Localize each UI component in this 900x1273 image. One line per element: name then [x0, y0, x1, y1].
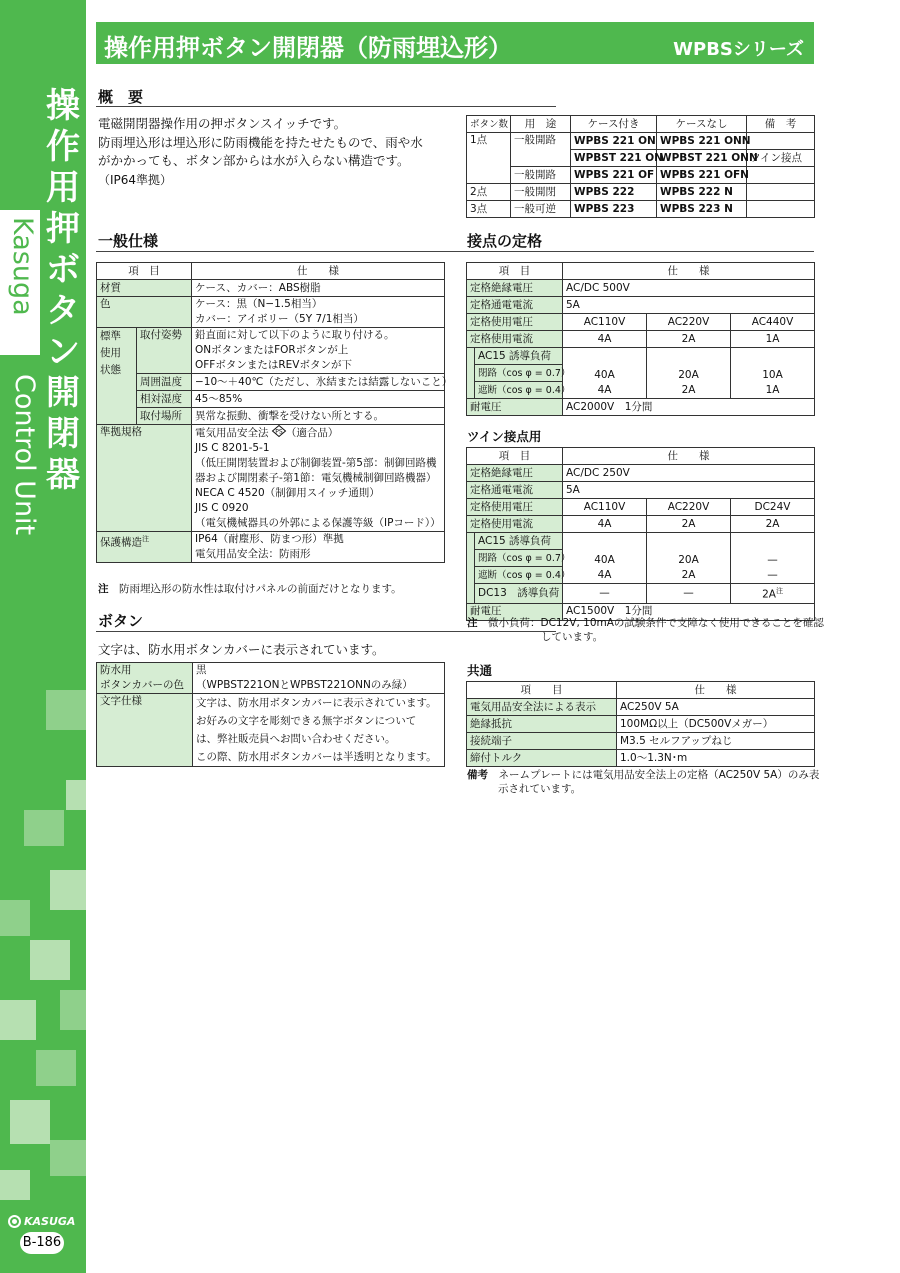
spec-label-line: 防水用 — [100, 664, 132, 676]
overview-line: がかかっても、ボタン部からは水が入らない構造です。 — [98, 153, 410, 168]
spec-value: AC250V 5A — [617, 699, 815, 716]
table-row — [467, 465, 815, 482]
spec-label-line: ボタンカバーの色 — [100, 679, 184, 691]
sidebar-title-char: 用 — [46, 168, 80, 208]
button-count-cell: 3点 — [467, 201, 511, 218]
button-heading: ボタン — [98, 612, 144, 630]
table-row — [97, 374, 445, 391]
contact-rating-heading: 接点の定格 — [467, 232, 543, 250]
note-mark: 注 — [775, 587, 783, 595]
model-cell: WPBST 221 ONN — [657, 150, 747, 167]
spec-value — [192, 425, 445, 532]
table-row — [467, 499, 815, 516]
table-row — [97, 297, 445, 328]
spec-value: AC220V — [647, 499, 731, 516]
spec-label: 定格使用電圧 — [467, 499, 563, 516]
divider — [466, 251, 814, 252]
spec-group-label-line: 標準 — [100, 330, 121, 342]
spec-label: 定格通電電流 — [467, 482, 563, 499]
spec-value: AC220V — [647, 314, 731, 331]
note-line: 示されています。 — [498, 783, 582, 795]
spec-value-line: — — [767, 554, 778, 566]
remark-label: 備考 — [467, 769, 488, 781]
overview-line: 電磁開閉器操作用の押ボタンスイッチです。 — [98, 116, 347, 131]
table-row — [97, 694, 445, 767]
spec-value — [193, 694, 445, 767]
spec-label: DC13 誘導負荷 — [475, 584, 563, 604]
spec-value-line: 10A — [762, 369, 783, 381]
spec-label: 定格絶縁電圧 — [467, 280, 563, 297]
spec-label: 耐電圧 — [467, 603, 563, 620]
brand-logo — [8, 1214, 84, 1228]
spec-value-line: 電気用品安全法：防雨形 — [195, 548, 311, 560]
column-header: ボタン数 — [467, 116, 511, 133]
sidebar-title-char: タ — [46, 291, 80, 331]
kasuga-vertical-label: Kasuga — [7, 217, 38, 316]
spec-value: DC24V — [731, 499, 815, 516]
table-header-row — [97, 263, 445, 280]
overview-line: 防雨埋込形は埋込形に防雨機能を持たせたもので、雨や水 — [98, 134, 423, 150]
column-header: 備 考 — [747, 116, 815, 133]
usage-cell: 一般開閉 — [511, 184, 571, 201]
spec-value: −10〜＋40℃（ただし、氷結または結露しないこと） — [192, 374, 445, 391]
common-remark — [467, 768, 819, 796]
decor-square — [66, 780, 86, 810]
spec-value — [731, 348, 815, 399]
button-spec-table — [96, 662, 445, 767]
spec-value-line: この際、防水用ボタンカバーは半透明となります。 — [196, 751, 437, 763]
spec-value — [192, 532, 445, 563]
column-header: ケースなし — [657, 116, 747, 133]
spec-label: 相対湿度 — [137, 391, 192, 408]
note-line: しています。 — [541, 631, 604, 643]
spec-value: 2A — [647, 516, 731, 533]
table-row — [467, 348, 815, 365]
spec-value-line: 20A — [678, 554, 699, 566]
spec-value: 1A — [731, 331, 815, 348]
button-count-cell: 1点 — [467, 133, 511, 184]
decor-square — [24, 810, 64, 846]
model-cell: WPBS 223 — [571, 201, 657, 218]
table-row — [467, 750, 815, 767]
spec-label: 定格通電電流 — [467, 297, 563, 314]
note-text: ネームプレートには電気用品安全法上の定格（AC250V 5A）のみ表 — [498, 769, 820, 781]
twin-contact-note — [467, 616, 824, 644]
spec-value-line: 4A — [597, 384, 612, 396]
spec-value — [563, 348, 647, 399]
remark-cell — [747, 184, 815, 201]
sidebar — [0, 0, 86, 1273]
spec-value — [563, 533, 647, 584]
sidebar-title-char: 閉 — [46, 414, 80, 454]
usage-cell: 一般開路 — [511, 133, 571, 167]
spec-label: 遮断（cos φ = 0.4） — [475, 567, 563, 584]
table-row — [467, 167, 815, 184]
spec-value: 異常な振動、衝撃を受けない所とする。 — [192, 408, 445, 425]
svg-text:PS: PS — [275, 428, 283, 436]
spec-value-line: お好みの文字を彫刻できる無字ボタンについて — [196, 715, 417, 727]
usage-cell: 一般可逆 — [511, 201, 571, 218]
spec-value: 100MΩ以上（DC500Vメガー） — [617, 716, 815, 733]
usage-cell: 一般開路 — [511, 167, 571, 184]
decor-square — [0, 1000, 36, 1040]
spec-value-line: ONボタンまたはFORボタンが上 — [195, 344, 349, 356]
header-bar — [96, 22, 814, 64]
table-row — [467, 584, 815, 604]
spec-label: 閉路（cos φ = 0.7） — [475, 365, 563, 382]
overview-line: （IP64準拠） — [98, 172, 173, 187]
table-row — [97, 408, 445, 425]
divider — [96, 106, 556, 107]
decor-square — [0, 1170, 30, 1200]
spec-value-line: JIS C 0920 — [195, 502, 249, 514]
decor-square — [60, 990, 86, 1030]
table-row — [467, 280, 815, 297]
spec-label: 定格絶縁電圧 — [467, 465, 563, 482]
model-cell: WPBS 223 N — [657, 201, 747, 218]
note-mark: 注 — [467, 617, 478, 629]
table-row — [97, 328, 445, 374]
spec-label: 周囲温度 — [137, 374, 192, 391]
spec-value-line: 1A — [765, 384, 780, 396]
twin-contact-table — [466, 447, 815, 621]
spec-value — [192, 297, 445, 328]
table-row — [97, 425, 445, 532]
table-row — [467, 133, 815, 150]
sidebar-title — [40, 86, 86, 496]
column-header: 項 目 — [467, 682, 617, 699]
model-cell: WPBS 222 — [571, 184, 657, 201]
spec-label: 閉路（cos φ = 0.7） — [475, 550, 563, 567]
spec-label: 取付姿勢 — [137, 328, 192, 374]
general-spec-table — [96, 262, 453, 563]
spec-value: AC110V — [563, 314, 647, 331]
spec-label — [97, 532, 192, 563]
table-row — [467, 184, 815, 201]
table-row — [97, 532, 445, 563]
spec-value-line: （電気機械器具の外郭による保護等級（IPコード）） — [195, 517, 441, 529]
spec-label: 色 — [97, 297, 192, 328]
indent-cell — [467, 348, 475, 399]
indent-cell — [467, 533, 475, 604]
model-table — [466, 115, 815, 218]
table-row — [467, 399, 815, 416]
spec-value — [731, 533, 815, 584]
spec-value-line: 鉛直面に対して以下のように取り付ける。 — [195, 329, 395, 341]
sidebar-title-char: ン — [46, 332, 80, 372]
spec-label: 材質 — [97, 280, 192, 297]
spec-value: AC2000V 1分間 — [563, 399, 815, 416]
model-cell: WPBS 221 ON — [571, 133, 657, 150]
column-header: 用 途 — [511, 116, 571, 133]
table-row — [97, 280, 445, 297]
remark-cell: ツイン接点 — [747, 150, 815, 167]
spec-value: 4A — [563, 516, 647, 533]
decor-square — [50, 1140, 86, 1176]
spec-label: 接続端子 — [467, 733, 617, 750]
common-spec-table — [466, 681, 815, 767]
table-row — [467, 314, 815, 331]
spec-value-line: 40A — [594, 369, 615, 381]
table-header-row — [467, 263, 815, 280]
decor-square — [30, 940, 70, 980]
sidebar-title-char: 作 — [46, 127, 80, 167]
spec-value — [731, 584, 815, 604]
column-header: 仕 様 — [192, 263, 445, 280]
note-line — [467, 768, 819, 782]
remark-cell — [747, 167, 815, 184]
spec-value: M3.5 セルフアップねじ — [617, 733, 815, 750]
spec-value-line: （WPBST221ONとWPBST221ONNのみ緑） — [196, 679, 413, 691]
spec-value-line: OFFボタンまたはREVボタンが下 — [195, 359, 352, 371]
table-row — [97, 391, 445, 408]
table-row — [467, 482, 815, 499]
spec-value-line: カバー：アイボリー（5Y 7/1相当） — [195, 313, 364, 325]
spec-label-text: 保護構造 — [100, 536, 142, 549]
spec-label — [97, 663, 193, 694]
pse-diamond-icon — [272, 425, 286, 437]
model-cell: WPBS 222 N — [657, 184, 747, 201]
model-cell: WPBS 221 OFN — [657, 167, 747, 184]
brand-name: KASUGA — [24, 1214, 76, 1228]
table-header-row — [467, 682, 815, 699]
table-row — [467, 331, 815, 348]
spec-value: 4A — [563, 331, 647, 348]
remark-cell — [747, 201, 815, 218]
spec-value: 1.0〜1.3N･m — [617, 750, 815, 767]
spec-value: 45〜85% — [192, 391, 445, 408]
table-header-row — [467, 448, 815, 465]
sidebar-title-char: 操 — [46, 86, 80, 126]
table-row — [467, 201, 815, 218]
spec-label: 絶縁抵抗 — [467, 716, 617, 733]
overview-text — [98, 115, 423, 189]
spec-value-line: NECA C 4520（制御用スイッチ通則） — [195, 487, 380, 499]
spec-label: 電気用品安全法による表示 — [467, 699, 617, 716]
spec-value: — — [647, 584, 731, 604]
sidebar-title-char: 押 — [46, 209, 80, 249]
table-row — [467, 297, 815, 314]
spec-value — [192, 328, 445, 374]
sidebar-title-char: 器 — [46, 455, 80, 495]
spec-value-line: 器および開閉素子-第1節：電気機械制御回路機器） — [195, 472, 437, 484]
model-cell: WPBST 221 ON — [571, 150, 657, 167]
spec-label: AC15 誘導負荷 — [475, 348, 563, 365]
general-spec-note — [98, 582, 402, 596]
button-intro: 文字は、防水用ボタンカバーに表示されています。 — [98, 642, 385, 657]
overview-heading: 概 要 — [98, 88, 144, 106]
table-header-row — [467, 116, 815, 133]
column-header: 仕 様 — [563, 448, 815, 465]
table-row — [467, 533, 815, 550]
spec-group-label-line: 状態 — [100, 364, 121, 376]
column-header: ケース付き — [571, 116, 657, 133]
series-name: WPBSシリーズ — [673, 39, 804, 60]
spec-label: 準拠規格 — [97, 425, 192, 532]
spec-value: AC/DC 250V — [563, 465, 815, 482]
spec-label: 定格使用電圧 — [467, 314, 563, 331]
spec-label: 定格使用電流 — [467, 331, 563, 348]
page-number: B-186 — [20, 1232, 64, 1254]
column-header: 仕 様 — [563, 263, 815, 280]
common-heading: 共通 — [467, 663, 493, 678]
spec-value-text: （適合品） — [285, 427, 339, 439]
spec-value — [193, 663, 445, 694]
spec-label: 取付場所 — [137, 408, 192, 425]
column-header: 項 目 — [97, 263, 192, 280]
spec-label: 耐電圧 — [467, 399, 563, 416]
spec-value-line: — — [767, 569, 778, 581]
spec-value-line: ケース：黒（N−1.5相当） — [195, 298, 323, 310]
spec-value-line: 2A — [681, 384, 696, 396]
note-mark: 注 — [98, 583, 109, 595]
spec-value: 5A — [563, 297, 815, 314]
spec-value: 5A — [563, 482, 815, 499]
general-spec-heading: 一般仕様 — [98, 232, 159, 250]
table-row — [97, 663, 445, 694]
spec-value: 2A — [647, 331, 731, 348]
note-line — [467, 616, 824, 630]
spec-value-line: 2A — [681, 569, 696, 581]
model-cell: WPBS 221 OF — [571, 167, 657, 184]
note-text: 微小負荷：DC12V, 10mAの試験条件で支障なく使用できることを確認 — [488, 617, 824, 629]
spec-value-line: は、弊社販売員へお問い合わせください。 — [196, 733, 396, 745]
button-count-cell: 2点 — [467, 184, 511, 201]
spec-value-line — [195, 425, 441, 441]
spec-value-line: 20A — [678, 369, 699, 381]
column-header: 項 目 — [467, 263, 563, 280]
twin-contact-heading: ツイン接点用 — [467, 429, 542, 444]
decor-square — [10, 1100, 50, 1144]
spec-value: AC110V — [563, 499, 647, 516]
contact-rating-table — [466, 262, 815, 416]
column-header: 仕 様 — [617, 682, 815, 699]
table-row — [467, 733, 815, 750]
column-header: 項 目 — [467, 448, 563, 465]
remark-cell — [747, 133, 815, 150]
spec-label: 文字仕様 — [97, 694, 193, 767]
decor-square — [36, 1050, 76, 1086]
table-row — [467, 716, 815, 733]
spec-value: — — [563, 584, 647, 604]
spec-value-line: 4A — [597, 569, 612, 581]
note-text: 防雨埋込形の防水性は取付けパネルの前面だけとなります。 — [119, 583, 402, 595]
table-row — [467, 516, 815, 533]
spec-label: AC15 誘導負荷 — [475, 533, 563, 550]
spec-value-text: 2A — [762, 588, 776, 601]
spec-group-label — [97, 328, 137, 425]
spec-value — [647, 533, 731, 584]
spec-value-text: 電気用品安全法 — [195, 427, 269, 439]
spec-value-line: （低圧開閉装置および制御装置-第5部：制御回路機 — [195, 457, 437, 469]
decor-square — [46, 690, 86, 730]
note-mark: 注 — [142, 535, 149, 543]
spec-value-line: JIS C 8201-5-1 — [195, 442, 270, 454]
model-cell: WPBS 221 ONN — [657, 133, 747, 150]
spec-value: AC440V — [731, 314, 815, 331]
spec-value-line: IP64（耐塵形、防まつ形）準拠 — [195, 533, 344, 545]
spec-value — [647, 348, 731, 399]
spec-value: ケース、カバー：ABS樹脂 — [192, 280, 445, 297]
page-title: 操作用押ボタン開閉器（防雨埋込形） — [104, 34, 512, 62]
brand-logo-icon — [8, 1215, 21, 1228]
decor-square — [0, 900, 30, 936]
sidebar-title-char: 開 — [46, 373, 80, 413]
spec-value: AC/DC 500V — [563, 280, 815, 297]
spec-label: 定格使用電流 — [467, 516, 563, 533]
spec-value-line: 黒 — [196, 664, 207, 676]
sidebar-title-char: ボ — [46, 250, 80, 290]
spec-value: AC1500V 1分間 — [563, 603, 815, 620]
decor-square — [50, 870, 86, 910]
spec-label: 締付トルク — [467, 750, 617, 767]
control-unit-vertical-label: Control Unit — [9, 374, 40, 536]
spec-label: 遮断（cos φ = 0.4） — [475, 382, 563, 399]
spec-value-line: 40A — [594, 554, 615, 566]
spec-value-line: 文字は、防水用ボタンカバーに表示されています。 — [196, 697, 437, 709]
table-row — [467, 699, 815, 716]
spec-group-label-line: 使用 — [100, 347, 121, 359]
spec-value: 2A — [731, 516, 815, 533]
